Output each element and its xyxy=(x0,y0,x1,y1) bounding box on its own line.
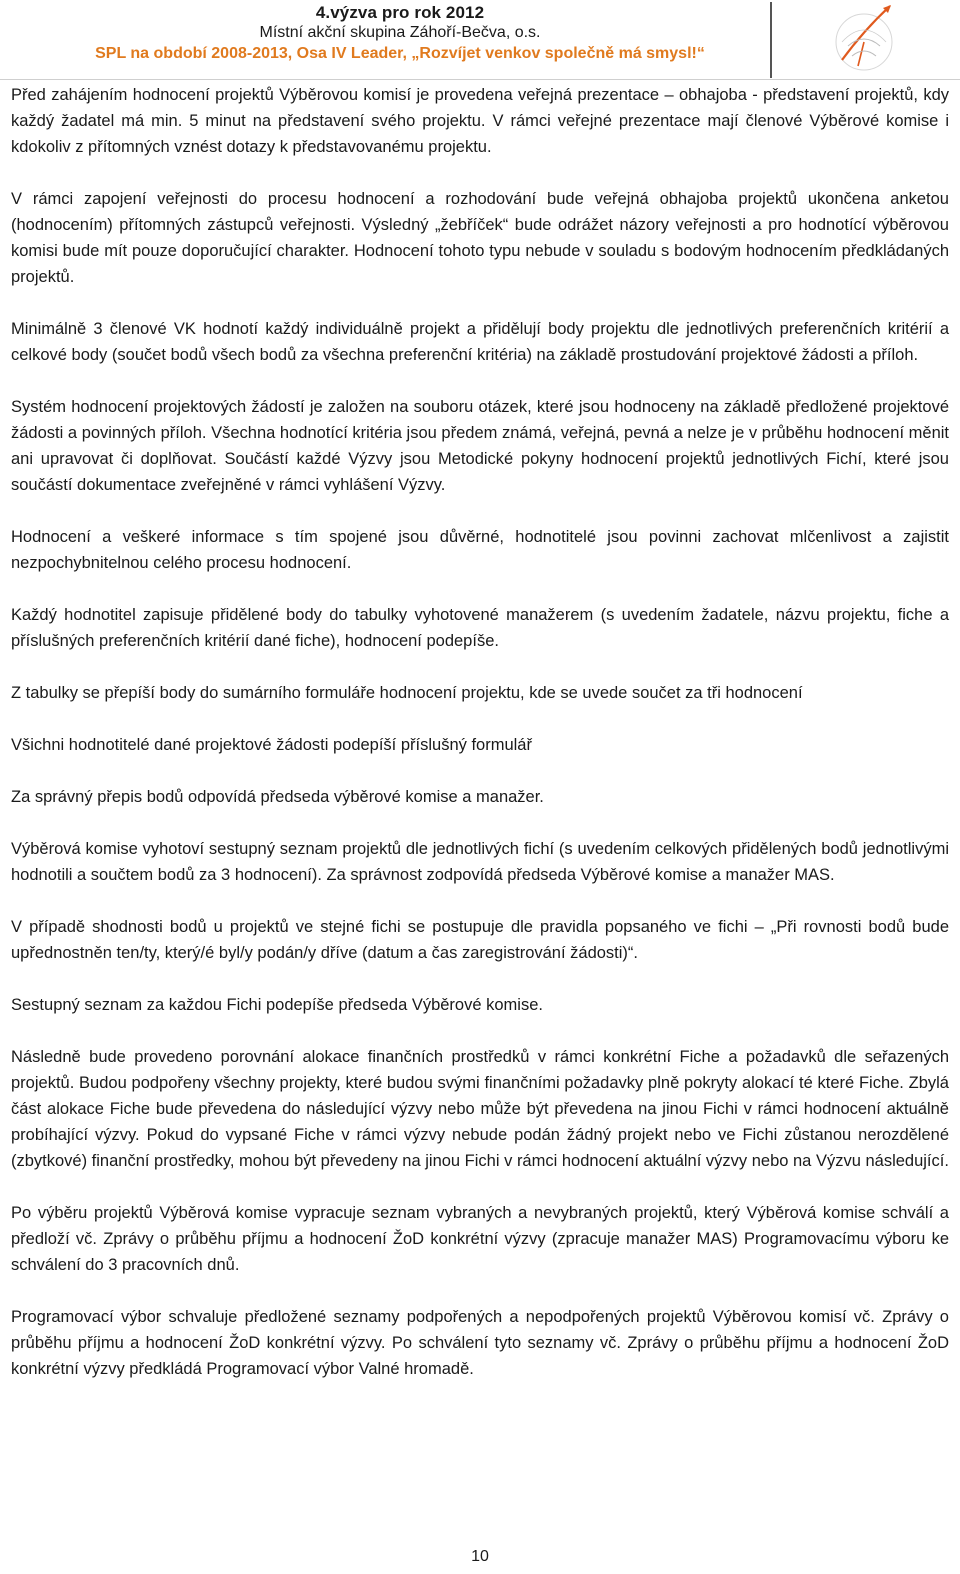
paragraph: Programovací výbor schvaluje předložené seznamy podpořených a nepodpořených projektů Výběrovou komisí vč. Zprávy o průběhu příjmu a hodnocení ŽoD konkrétní výzvy. Po schválení tyto seznamy vč. Zprávy o průběhu příjmu a hodnocení ŽoD konkrétní výzvy předkládá Programovací výbor Valné hromadě. xyxy=(11,1308,949,1378)
header-rule xyxy=(0,79,960,80)
header-call-title: 4.výzva pro rok 2012 xyxy=(315,3,485,22)
paragraph: Před zahájením hodnocení projektů Výběrovou komisí je provedena veřejná prezentace – obhajoba - představení projektů, kdy každý žadatel má min. 5 minut na představení svého projektu. V rámci veřejné prezentace mají členové Výběrové komise i kdokoliv z přítomných vznést dotazy k představovanému projektu. xyxy=(11,86,949,156)
paragraph: Sestupný seznam za každou Fichi podepíše předseda Výběrové komise. xyxy=(11,996,543,1014)
paragraph: Každý hodnotitel zapisuje přidělené body do tabulky vyhotovené manažerem (s uvedením žadatele, názvu projektu, fiche a příslušných preferenčních kritérií dané fiche), hodnocení podepíše. xyxy=(11,606,949,650)
paragraph: Všichni hodnotitelé dané projektové žádosti podepíší příslušný formulář xyxy=(11,736,532,754)
page-number: 10 xyxy=(471,1548,489,1565)
header-divider xyxy=(770,2,772,78)
paragraph: V rámci zapojení veřejnosti do procesu hodnocení a rozhodování bude veřejná obhajoba projektů ukončena anketou (hodnocením) přítomných zástupců veřejnosti. Výsledný „žebříček“ bude odrážet názory veřejnosti a pro hodnotící výběrovou komisi bude mít pouze doporučující charakter. Hodnocení tohoto typu nebude v souladu s bodovým hodnocením předkládaných projektů. xyxy=(11,190,949,286)
paragraph: Minimálně 3 členové VK hodnotí každý individuálně projekt a přidělují body projektu dle jednotlivých preferenčních kritérií a celkové body (součet bodů všech bodů za všechna preferenční kritéria) na základě prostudování projektové žádosti a příloh. xyxy=(11,320,949,364)
paragraph: Systém hodnocení projektových žádostí je založen na souboru otázek, které jsou hodnoceny na základě předložené projektové žádosti a povinných příloh. Všechna hodnotící kritéria jsou předem známá, veřejná, pevná a nelze je v průběhu hodnocení měnit ani upravovat či doplňovat. Součástí každé Výzvy jsou Metodické pokyny hodnocení projektů jednotlivých Fichí, které jsou součástí dokumentace zveřejněné v rámci vyhlášení Výzvy. xyxy=(11,398,949,494)
paragraph: Za správný přepis bodů odpovídá předseda výběrové komise a manažer. xyxy=(11,788,544,806)
document-body xyxy=(11,82,949,1408)
paragraph: V případě shodnosti bodů u projektů ve stejné fichi se postupuje dle pravidla popsaného ve fichi – „Při rovnosti bodů bude upřednostněn ten/ty, který/é byl/y podán/y dříve (datum a čas zaregistrování žádosti)“. xyxy=(11,918,949,962)
paragraph: Po výběru projektů Výběrová komise vypracuje seznam vybraných a nevybraných projektů, který Výběrová komise schválí a předloží vč. Zprávy o průběhu příjmu a hodnocení ŽoD konkrétní výzvy (zpracuje manažer MAS) Programovacímu výboru ke schválení do 3 pracovních dnů. xyxy=(11,1204,949,1274)
page-header xyxy=(0,0,960,82)
mas-logo-icon xyxy=(828,2,902,78)
paragraph: Z tabulky se přepíší body do sumárního formuláře hodnocení projektu, kde se uvede součet za tři hodnocení xyxy=(11,684,803,702)
header-organization: Místní akční skupina Záhoří-Bečva, o.s. xyxy=(259,24,541,41)
header-program-slogan: SPL na období 2008-2013, Osa IV Leader, „Rozvíjet venkov společně má smysl!“ xyxy=(95,45,705,62)
header-text-block xyxy=(20,3,780,65)
paragraph: Následně bude provedeno porovnání alokace finančních prostředků v rámci konkrétní Fiche a požadavků dle seřazených projektů. Budou podpořeny všechny projekty, které budou svými finančními požadavky plně pokryty alokací té které Fiche. Zbylá část alokace Fiche bude převedena do následující výzvy nebo může být převedena na jinou Fichi v rámci hodnocení aktuálně probíhající výzvy. Pokud do vypsané Fiche v rámci výzvy nebude podán žádný projekt nebo ve Fichi zůstanou nerozdělené (zbytkové) finanční prostředky, mohou být převedeny na jinou Fichi v rámci hodnocení aktuální výzvy nebo na Výzvu následující. xyxy=(11,1048,949,1170)
paragraph: Výběrová komise vyhotoví sestupný seznam projektů dle jednotlivých fichí (s uvedením celkových přidělených bodů jednotlivými hodnotili a součtem bodů za 3 hodnocení). Za správnost zodpovídá předseda Výběrové komise a manažer MAS. xyxy=(11,840,949,884)
paragraph: Hodnocení a veškeré informace s tím spojené jsou důvěrné, hodnotitelé jsou povinni zachovat mlčenlivost a zajistit nezpochybnitelnou celého procesu hodnocení. xyxy=(11,528,949,572)
